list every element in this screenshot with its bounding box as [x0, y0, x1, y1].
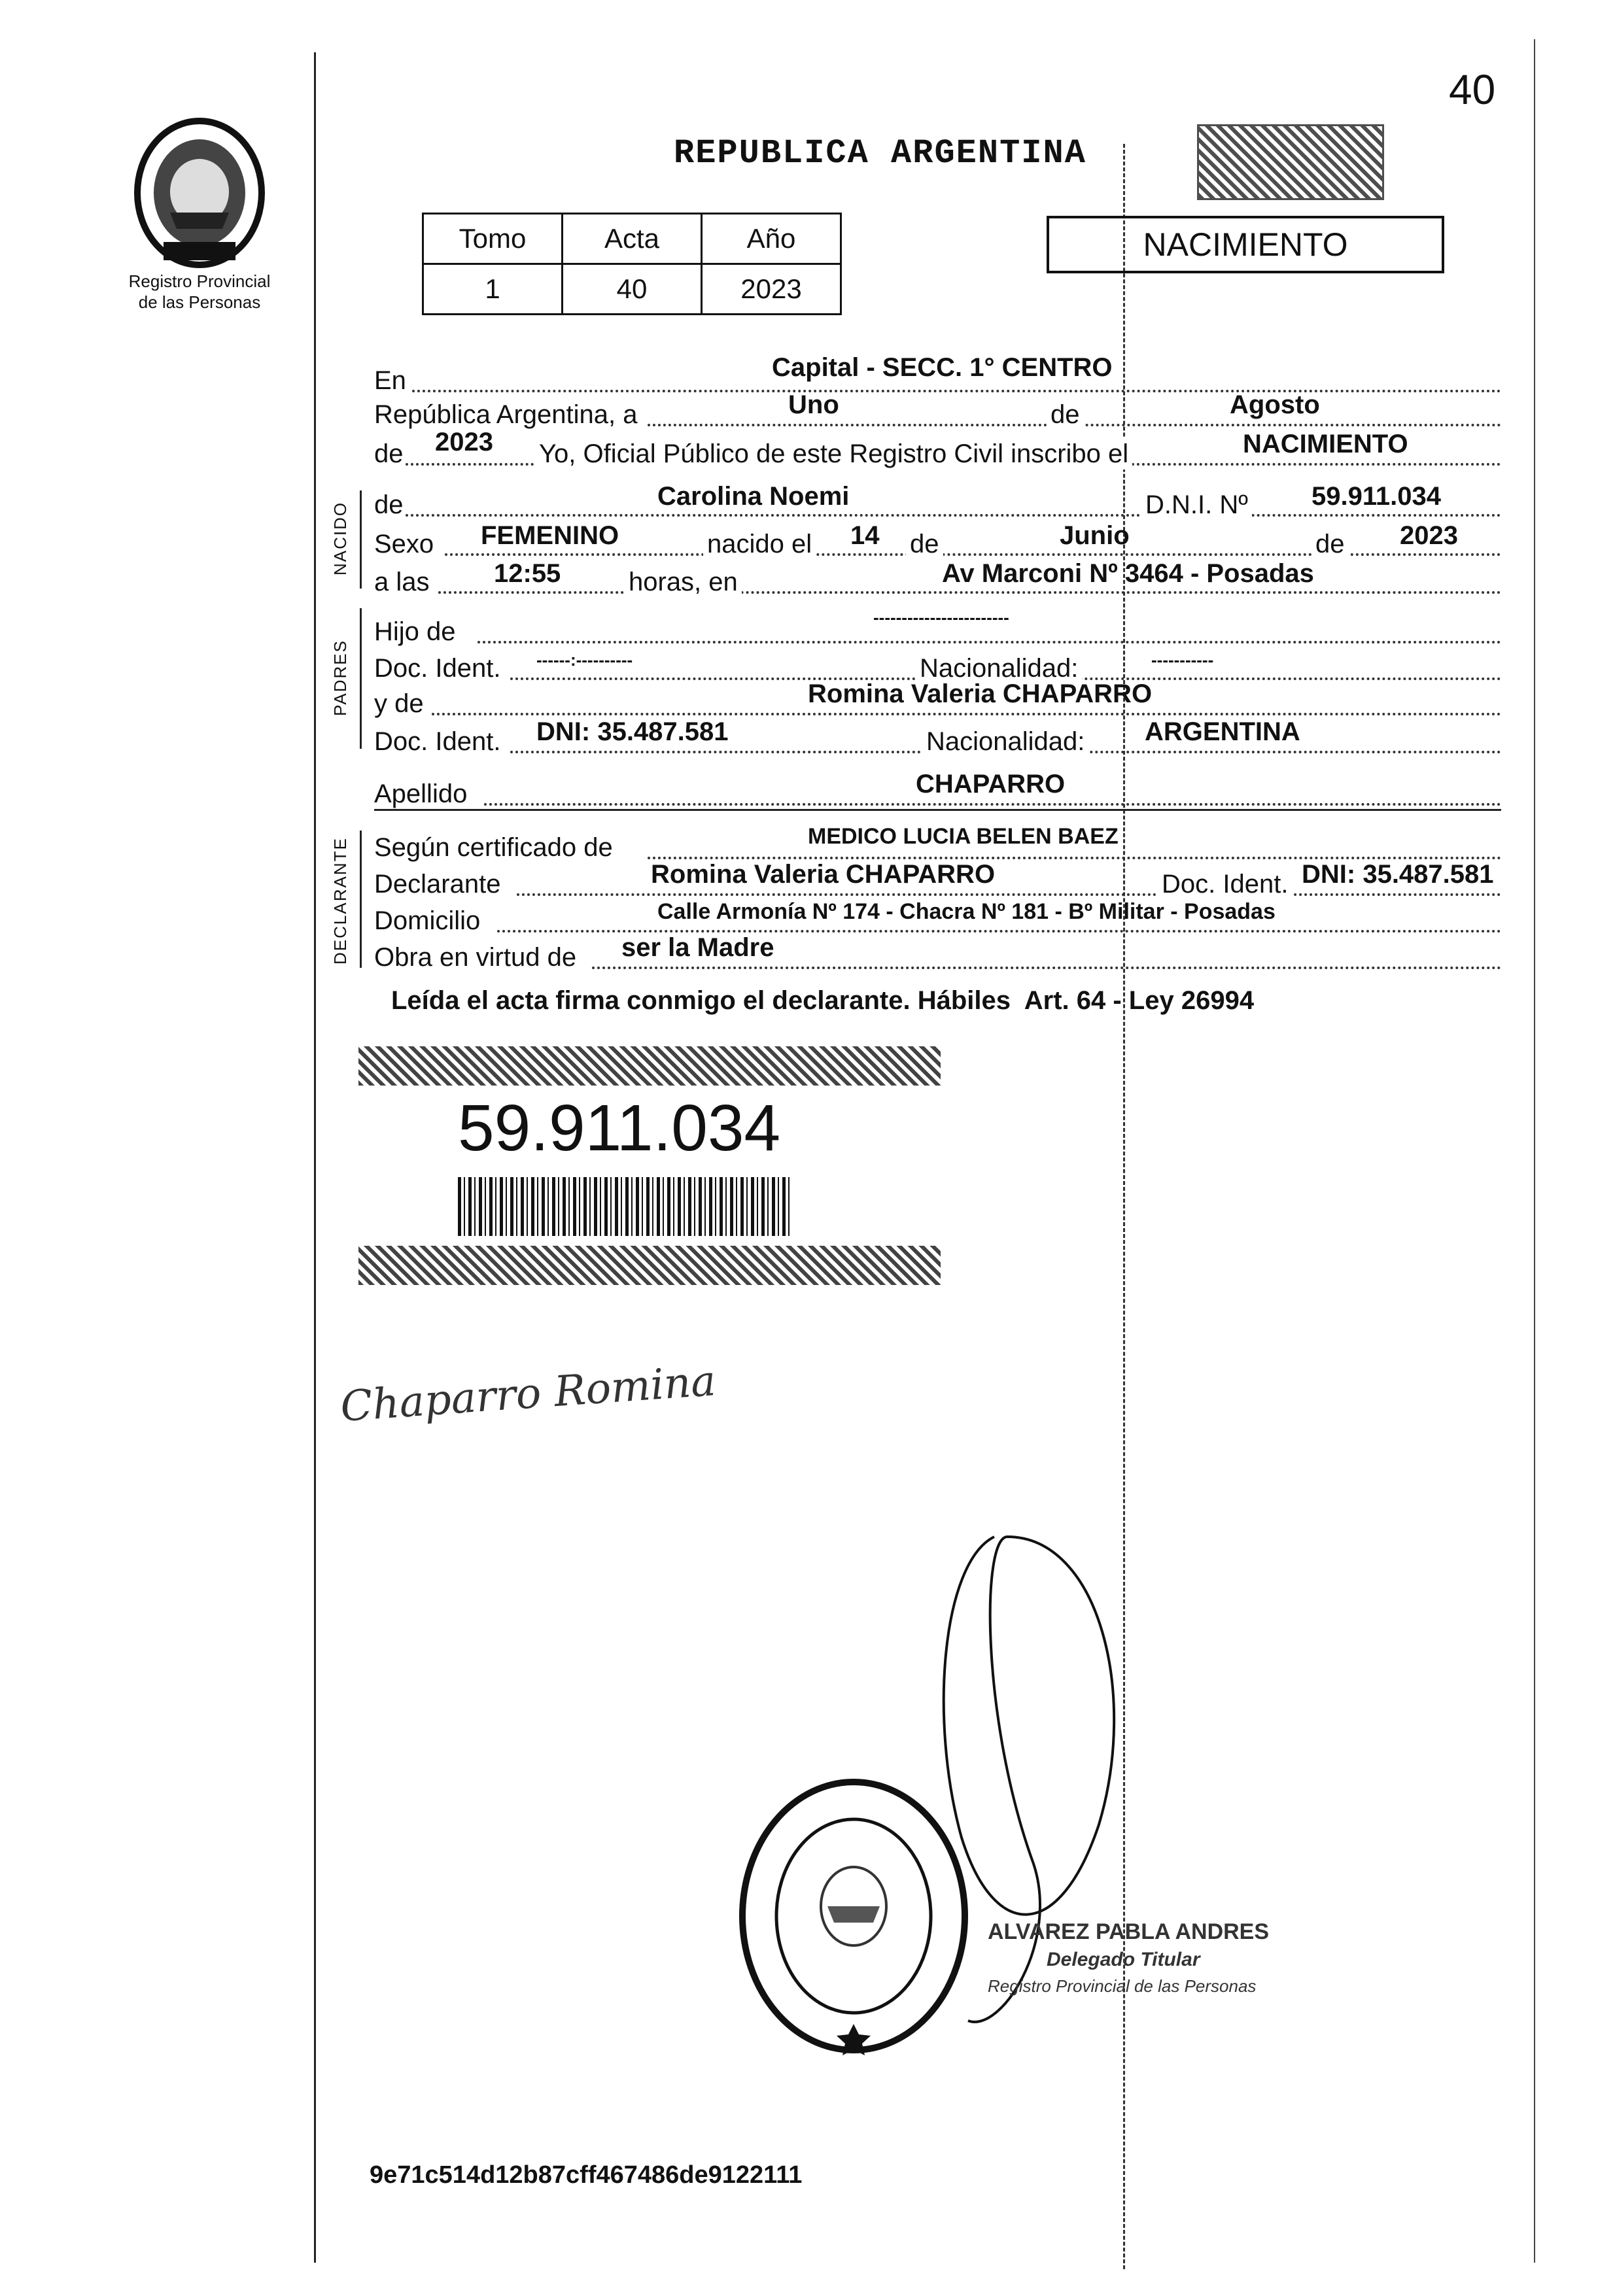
nacido-el-label: nacido el [703, 528, 816, 560]
intro-de-label-2: de [374, 438, 408, 470]
intro-type-value: NACIMIENTO [1243, 430, 1408, 458]
horas-label: horas, en [625, 566, 742, 598]
birth-day-value: 14 [850, 521, 880, 550]
father-value: ------------------------ [873, 608, 1009, 627]
closing-text: Leída el acta firma conmigo el declarante. Hábiles Art. 64 - Ley 26994 [391, 986, 1255, 1015]
right-margin-rule [1534, 39, 1535, 2263]
acta-type-label: NACIMIENTO [1143, 226, 1348, 263]
hijo-dots [478, 641, 1501, 643]
dni-value: 59.911.034 [1311, 482, 1441, 511]
padres-section-label: PADRES [330, 640, 350, 716]
handwritten-signature: Chaparro Romina [339, 1357, 718, 1431]
doc2-value: DNI: 35.487.581 [536, 717, 729, 746]
official-round-seal [736, 1775, 971, 2057]
en-value: Capital - SECC. 1° CENTRO [772, 353, 1113, 382]
time-dots [438, 591, 1501, 594]
acta-type-box [1047, 216, 1444, 273]
apellido-label: Apellido [374, 778, 471, 810]
province-logo [124, 114, 275, 278]
yde-dots [432, 713, 1501, 715]
registry-table [422, 213, 842, 315]
table-header-ano: Año [702, 214, 841, 264]
security-hologram [1197, 124, 1384, 200]
nac1-value: ----------- [1151, 650, 1214, 670]
nacido-name-value: Carolina Noemi [657, 482, 850, 511]
sexo-value: FEMENINO [481, 521, 619, 550]
en-dots [412, 390, 1501, 392]
declarante-doc-value: DNI: 35.487.581 [1302, 860, 1494, 889]
nacido-de-label-3: de [1311, 528, 1349, 560]
mother-value: Romina Valeria CHAPARRO [808, 679, 1153, 708]
nacido-de-label: de [374, 489, 408, 521]
obra-label: Obra en virtud de [374, 942, 580, 973]
nacido-de-label-2: de [906, 528, 943, 560]
table-header-tomo: Tomo [423, 214, 563, 264]
apellido-dots [484, 803, 1501, 806]
dni-stamp-bottom-band [358, 1246, 941, 1285]
intro-month-value: Agosto [1230, 390, 1320, 419]
doc1-label: Doc. Ident. [374, 653, 504, 684]
footer-hash: 9e71c514d12b87cff467486de9122111 [370, 2161, 803, 2189]
declarante-value: Romina Valeria CHAPARRO [651, 860, 996, 889]
domicilio-value: Calle Armonía Nº 174 - Chacra Nº 181 - Bº Militar - Posadas [657, 899, 1276, 924]
intro-year-value: 2023 [435, 428, 493, 456]
declarante-doc-label: Doc. Ident. [1158, 868, 1292, 900]
dni-stamp-top-band [358, 1046, 941, 1086]
dni-label: D.N.I. Nº [1141, 489, 1252, 521]
seal-stamp-line-2: Delegado Titular [1047, 1949, 1200, 1970]
table-value-tomo: 1 [423, 264, 563, 315]
province-seal-icon [124, 114, 275, 278]
table-header-acta: Acta [563, 214, 702, 264]
doc1-value: ------:---------- [536, 650, 633, 670]
nac2-value: ARGENTINA [1145, 717, 1300, 746]
cert-label: Según certificado de [374, 832, 617, 863]
intro-day-value: Uno [788, 390, 839, 419]
logo-caption-2: de las Personas [138, 292, 261, 312]
apellido-value: CHAPARRO [916, 770, 1066, 798]
declarante-label: Declarante [374, 868, 504, 900]
dni-stamp-number: 59.911.034 [458, 1091, 781, 1165]
left-margin-rule [314, 52, 316, 2263]
logo-caption-1: Registro Provincial [128, 271, 271, 291]
document-title: REPUBLICA ARGENTINA [674, 134, 1086, 173]
declarante-bracket [360, 831, 362, 968]
nac1-label: Nacionalidad: [916, 653, 1082, 684]
table-value-acta: 40 [563, 264, 702, 315]
alas-label: a las [374, 566, 434, 598]
obra-value: ser la Madre [621, 933, 774, 962]
birth-month-value: Junio [1060, 521, 1130, 550]
en-label: En [374, 366, 406, 395]
doc2-label: Doc. Ident. [374, 726, 504, 757]
round-seal-icon [736, 1775, 971, 2057]
birth-place-value: Av Marconi Nº 3464 - Posadas [942, 559, 1314, 588]
republica-label: República Argentina, a [374, 400, 638, 429]
inscribo-text: Yo, Oficial Público de este Registro Civil inscribo el [535, 438, 1132, 470]
cert-value: MEDICO LUCIA BELEN BAEZ [808, 824, 1119, 849]
birth-time-value: 12:55 [494, 559, 561, 588]
declarante-section-label: DECLARANTE [330, 837, 350, 965]
seal-stamp-line-3: Registro Provincial de las Personas [988, 1976, 1257, 1996]
nacido-section-label: NACIDO [330, 501, 350, 575]
obra-dots [592, 967, 1501, 969]
table-value-ano: 2023 [702, 264, 841, 315]
page-number: 40 [1449, 66, 1496, 113]
seal-stamp-line-1: ALVAREZ PABLA ANDRES [988, 1919, 1270, 1944]
dni-barcode [458, 1177, 791, 1236]
birth-year-value: 2023 [1400, 521, 1458, 550]
name-dots [406, 514, 1501, 517]
hijo-de-label: Hijo de [374, 616, 460, 647]
nacido-bracket [360, 490, 362, 589]
domicilio-label: Domicilio [374, 905, 484, 936]
intro-de-label: de [1047, 399, 1084, 430]
sexo-label: Sexo [374, 528, 438, 560]
nac2-label: Nacionalidad: [922, 726, 1088, 757]
padres-bracket [360, 608, 362, 749]
yde-label: y de [374, 688, 428, 719]
apellido-double-rule [374, 809, 1501, 811]
